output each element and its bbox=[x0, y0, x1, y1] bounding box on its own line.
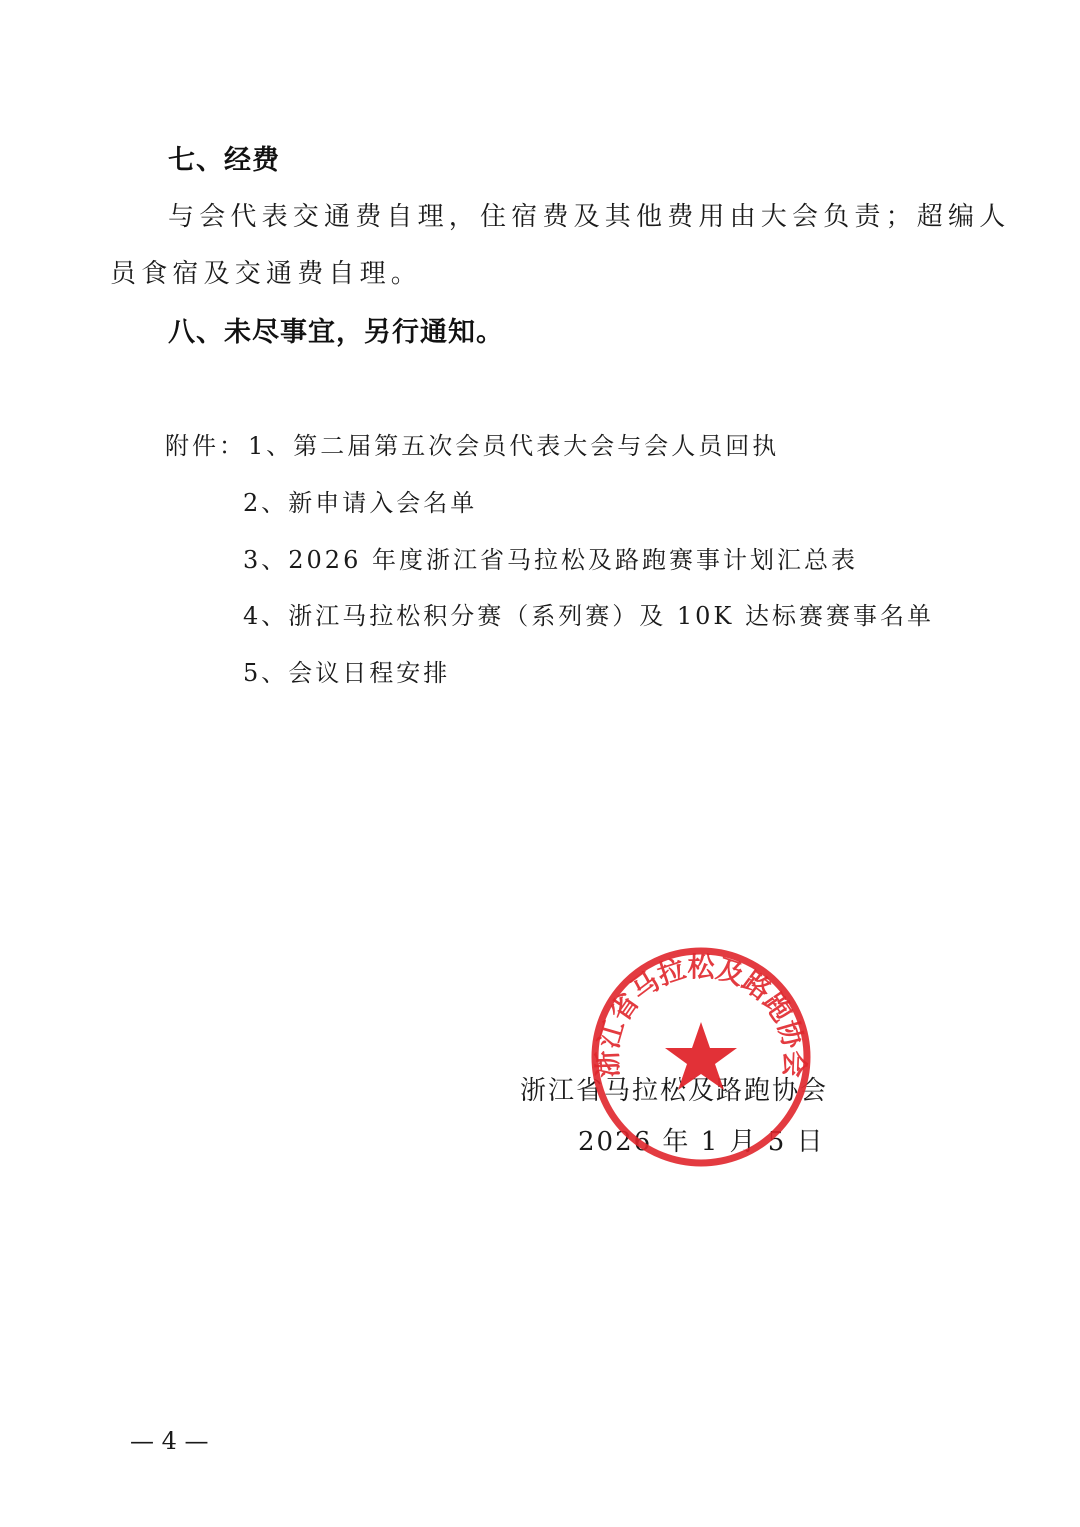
attachments-label: 附件： bbox=[165, 432, 246, 460]
attachment-item-5: 5、会议日程安排 bbox=[243, 659, 451, 687]
signature-organization: 浙江省马拉松及路跑协会 bbox=[520, 1076, 829, 1106]
attachment-item-3: 3、2026 年度浙江省马拉松及路跑赛事计划汇总表 bbox=[243, 546, 858, 574]
star-icon bbox=[665, 1022, 737, 1090]
funding-paragraph-line-1: 与会代表交通费自理，住宿费及其他费用由大会负责；超编人 bbox=[168, 202, 1011, 232]
signature-date: 2026 年 1 月 5 日 bbox=[578, 1127, 825, 1157]
attachment-item-2: 2、新申请入会名单 bbox=[243, 489, 478, 517]
attachment-item-4: 4、浙江马拉松积分赛（系列赛）及 10K 达标赛赛事名单 bbox=[243, 602, 934, 630]
seal-text: 浙江省马拉松及路跑协会 bbox=[592, 952, 810, 1079]
official-seal bbox=[588, 944, 814, 1170]
funding-paragraph-line-2: 员食宿及交通费自理。 bbox=[110, 259, 423, 289]
attachment-item-1: 1、第二届第五次会员代表大会与会人员回执 bbox=[248, 432, 780, 460]
page-number: — 4 — bbox=[130, 1427, 209, 1455]
section-heading-other-matters: 八、未尽事宜，另行通知。 bbox=[168, 317, 504, 348]
section-heading-funding: 七、经费 bbox=[168, 145, 280, 176]
